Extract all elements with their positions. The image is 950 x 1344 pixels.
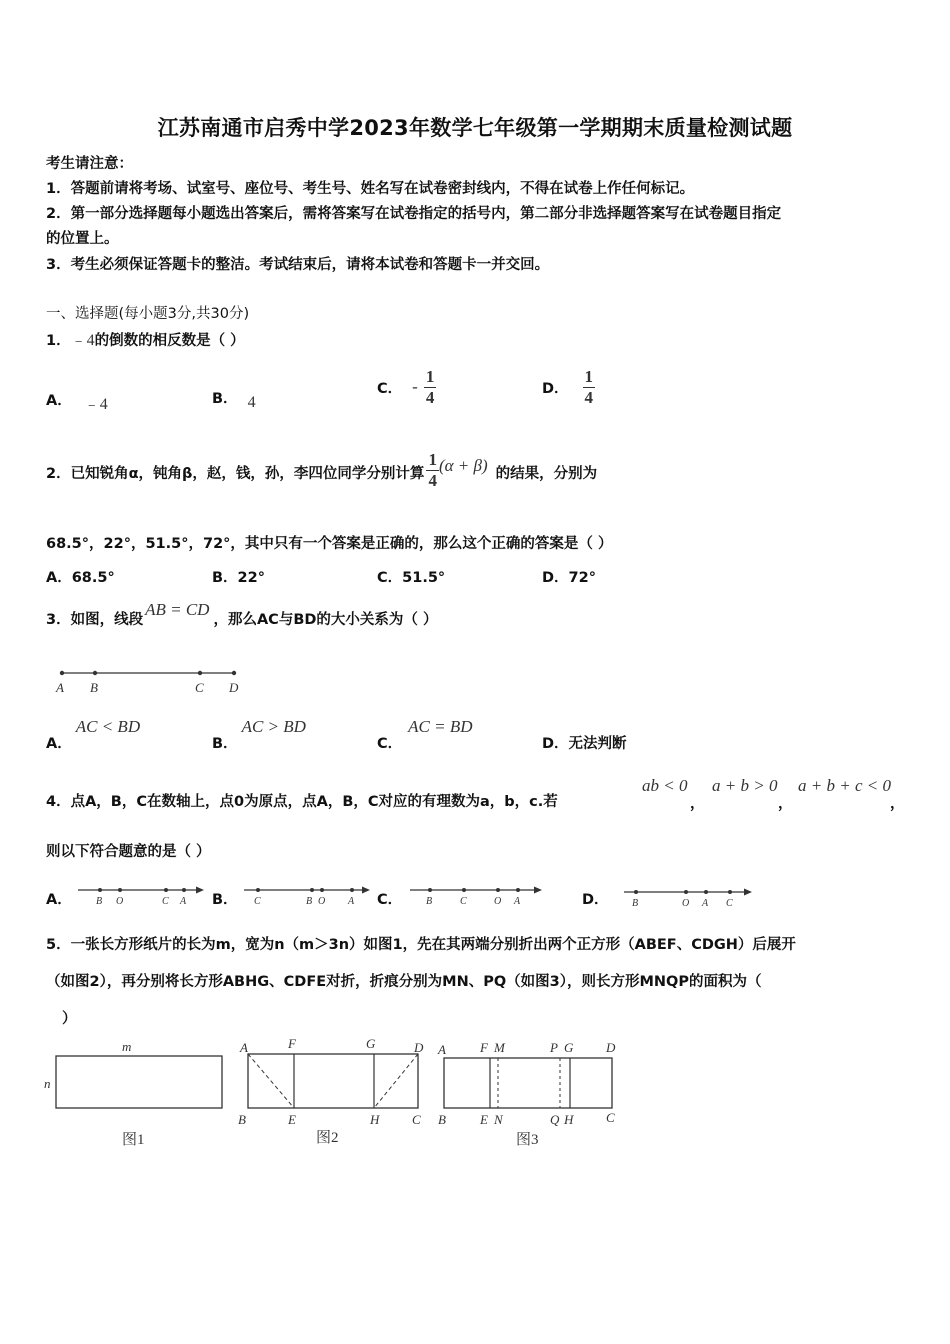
- q4-option-a-numberline[interactable]: [74, 882, 209, 908]
- svg-text:A: A: [438, 1042, 446, 1057]
- question-1-number: 1．: [46, 333, 71, 349]
- q5-figure-3: [434, 1034, 634, 1156]
- q4-option-d-numberline[interactable]: [620, 884, 760, 910]
- q4d-point-b: [634, 890, 638, 894]
- q1-option-b-value: 4: [247, 394, 256, 411]
- q1-option-d[interactable]: D． $\frac{1}{4}$: [542, 366, 594, 407]
- notice-item-2: 2．第一部分选择题每小题选出答案后，需将答案写在试卷指定的括号内，第二部分非选择题答案写在试卷题目指定: [46, 206, 782, 222]
- notice-item-3: 3．考生必须保证答题卡的整洁。考试结束后，请将本试卷和答题卡一并交回。: [46, 257, 550, 273]
- q3-point-b: [93, 671, 97, 675]
- question-4-comma-3: ，: [890, 796, 905, 812]
- q4d-point-o: [684, 890, 688, 894]
- svg-text:O: O: [116, 896, 124, 907]
- q2-option-d[interactable]: D．72°: [542, 570, 596, 586]
- q4-option-c-label[interactable]: C．: [377, 892, 403, 908]
- svg-text:O: O: [318, 896, 326, 907]
- q4d-point-a: [704, 890, 708, 894]
- question-4-comma-1: ，: [690, 796, 705, 812]
- q3-option-c-math: AC = BD: [408, 717, 473, 736]
- svg-text:C: C: [162, 896, 169, 907]
- svg-text:A: A: [348, 896, 355, 907]
- svg-text:B: B: [238, 1112, 246, 1127]
- question-5-line2: （如图2），再分别将长方形ABHG、CDFE对折，折痕分别为MN、PQ（如图3），则长方形MNQP的面积为（: [46, 974, 762, 990]
- q4b-point-c: [256, 888, 260, 892]
- svg-text:C: C: [606, 1110, 615, 1125]
- question-2-prefix: 2．已知锐角α，钝角β，赵，钱，孙，李四位同学分别计算: [46, 465, 425, 482]
- q3-label-b: B: [90, 680, 98, 695]
- svg-text:F: F: [480, 1040, 488, 1055]
- svg-text:C: C: [460, 896, 467, 907]
- svg-text:D: D: [606, 1040, 616, 1055]
- q3-option-d[interactable]: D．无法判断: [542, 736, 627, 752]
- q4-option-b-numberline[interactable]: [240, 882, 375, 908]
- svg-text:A: A: [514, 896, 521, 907]
- question-2: [46, 444, 597, 500]
- question-4-prefix: 4．点A，B，C在数轴上，点0为原点，点A，B，C对应的有理数为a，b，c.若: [46, 794, 558, 810]
- question-3-math: AB = CD: [145, 600, 210, 619]
- question-3: [46, 600, 437, 636]
- q3-point-a: [60, 671, 64, 675]
- svg-text:F: F: [288, 1036, 296, 1051]
- question-1-text: 的倒数的相反数是（ ）: [94, 333, 245, 349]
- q4b-point-o: [320, 888, 324, 892]
- q3-point-d: [232, 671, 236, 675]
- q4a-point-o: [118, 888, 122, 892]
- svg-text:G: G: [366, 1036, 376, 1051]
- svg-text:P: P: [550, 1040, 558, 1055]
- q3-segment-figure: [50, 664, 250, 698]
- question-3-prefix: 3．如图，线段: [46, 611, 144, 628]
- q3-label-a: A: [56, 680, 64, 695]
- question-2-line2: 68.5°，22°，51.5°，72°，其中只有一个答案是正确的，那么这个正确的答案是（ ）: [46, 536, 613, 552]
- q1-option-c-fraction: $\frac{1}{4}$: [425, 366, 435, 407]
- q1-option-c[interactable]: C． - $\frac{1}{4}$: [377, 366, 435, 407]
- fig3-caption: 图3: [516, 1132, 539, 1148]
- q3-label-c: C: [195, 680, 204, 695]
- q4c-point-o: [496, 888, 500, 892]
- question-2-expression: (α + β): [438, 456, 488, 475]
- notice-item-1: 1．答题前请将考场、试室号、座位号、考生号、姓名写在试卷密封线内，不得在试卷上作任何标记。: [46, 181, 695, 197]
- question-2-fraction: $\frac{1}{4}$: [428, 449, 437, 490]
- svg-text:B: B: [438, 1112, 446, 1127]
- q2-option-a[interactable]: A．68.5°: [46, 570, 115, 586]
- question-4-cond-1: ab < 0: [642, 776, 688, 795]
- svg-text:C: C: [412, 1112, 421, 1127]
- question-5-line3: ）: [62, 1011, 77, 1027]
- notice-item-2-cont: 的位置上。: [46, 231, 119, 247]
- fig1-label-n: n: [44, 1076, 51, 1091]
- question-2-suffix: 的结果，分别为: [495, 465, 598, 482]
- svg-text:B: B: [426, 896, 433, 907]
- q4c-point-b: [428, 888, 432, 892]
- q3-point-c: [198, 671, 202, 675]
- fig1-label-m: m: [122, 1039, 132, 1054]
- section-heading: 一、选择题(每小题3分,共30分): [46, 306, 250, 322]
- q1-option-a-value: ﹣4: [83, 396, 108, 413]
- q4-option-c-numberline[interactable]: [406, 882, 548, 908]
- q4a-point-a: [182, 888, 186, 892]
- q5-figure-1: [40, 1036, 230, 1156]
- question-4-cond-3: a + b + c < 0: [798, 776, 891, 795]
- svg-text:A: A: [240, 1040, 248, 1055]
- q4c-point-a: [516, 888, 520, 892]
- q4a-point-c: [164, 888, 168, 892]
- svg-text:O: O: [494, 896, 502, 907]
- svg-text:G: G: [564, 1040, 574, 1055]
- svg-text:B: B: [96, 896, 103, 907]
- q1-option-d-fraction: $\frac{1}{4}$: [584, 366, 594, 407]
- svg-text:E: E: [288, 1112, 296, 1127]
- fig2-caption: 图2: [316, 1130, 339, 1146]
- q4-option-b-label[interactable]: B．: [212, 892, 238, 908]
- q4c-point-c: [462, 888, 466, 892]
- question-5-line1: 5．一张长方形纸片的长为m，宽为n（m＞3n）如图1，先在其两端分别折出两个正方形（ABEF、CDGH）后展开: [46, 937, 796, 953]
- svg-text:B: B: [632, 898, 639, 909]
- q3-option-a[interactable]: A．AC < BD: [46, 717, 141, 752]
- svg-text:H: H: [370, 1112, 380, 1127]
- q1-option-c-sign: -: [412, 377, 418, 396]
- q4b-point-b: [310, 888, 314, 892]
- svg-text:H: H: [564, 1112, 574, 1127]
- svg-text:D: D: [414, 1040, 424, 1055]
- page-title: 江苏南通市启秀中学2023年数学七年级第一学期期末质量检测试题: [157, 116, 793, 140]
- q3-option-b-math: AC > BD: [241, 717, 306, 736]
- svg-text:A: A: [180, 896, 187, 907]
- q1-option-b[interactable]: B． 4: [212, 391, 256, 411]
- q5-figure-2: [234, 1034, 434, 1154]
- question-4-cond-2: a + b > 0: [712, 776, 778, 795]
- fig1-caption: 图1: [122, 1132, 145, 1148]
- q4-option-a-label[interactable]: A．: [46, 892, 72, 908]
- q4-option-d-label[interactable]: D．: [582, 892, 609, 908]
- svg-text:M: M: [494, 1040, 505, 1055]
- q1-option-a[interactable]: A． ﹣4: [46, 393, 108, 413]
- notice-heading: 考生请注意：: [46, 156, 133, 172]
- question-4-comma-2: ，: [778, 796, 793, 812]
- question-1: [46, 327, 245, 350]
- svg-text:C: C: [726, 898, 733, 909]
- svg-text:N: N: [494, 1112, 503, 1127]
- q2-option-c[interactable]: C．51.5°: [377, 570, 446, 586]
- svg-text:C: C: [254, 896, 261, 907]
- q4d-point-c: [728, 890, 732, 894]
- svg-text:Q: Q: [550, 1112, 560, 1127]
- svg-text:O: O: [682, 898, 690, 909]
- question-1-math: ﹣4: [70, 332, 95, 349]
- q3-option-a-math: AC < BD: [75, 717, 141, 736]
- svg-text:A: A: [702, 898, 709, 909]
- question-4-line2: 则以下符合题意的是（ ）: [46, 844, 211, 860]
- q2-option-b[interactable]: B．22°: [212, 570, 265, 586]
- q4b-point-a: [350, 888, 354, 892]
- q4a-point-b: [98, 888, 102, 892]
- q3-option-b[interactable]: B．AC > BD: [212, 717, 306, 752]
- svg-text:B: B: [306, 896, 313, 907]
- svg-text:E: E: [480, 1112, 488, 1127]
- q3-option-c[interactable]: C．AC = BD: [377, 717, 473, 752]
- q3-label-d: D: [229, 680, 239, 695]
- question-3-suffix: ，那么AC与BD的大小关系为（ ）: [213, 611, 438, 628]
